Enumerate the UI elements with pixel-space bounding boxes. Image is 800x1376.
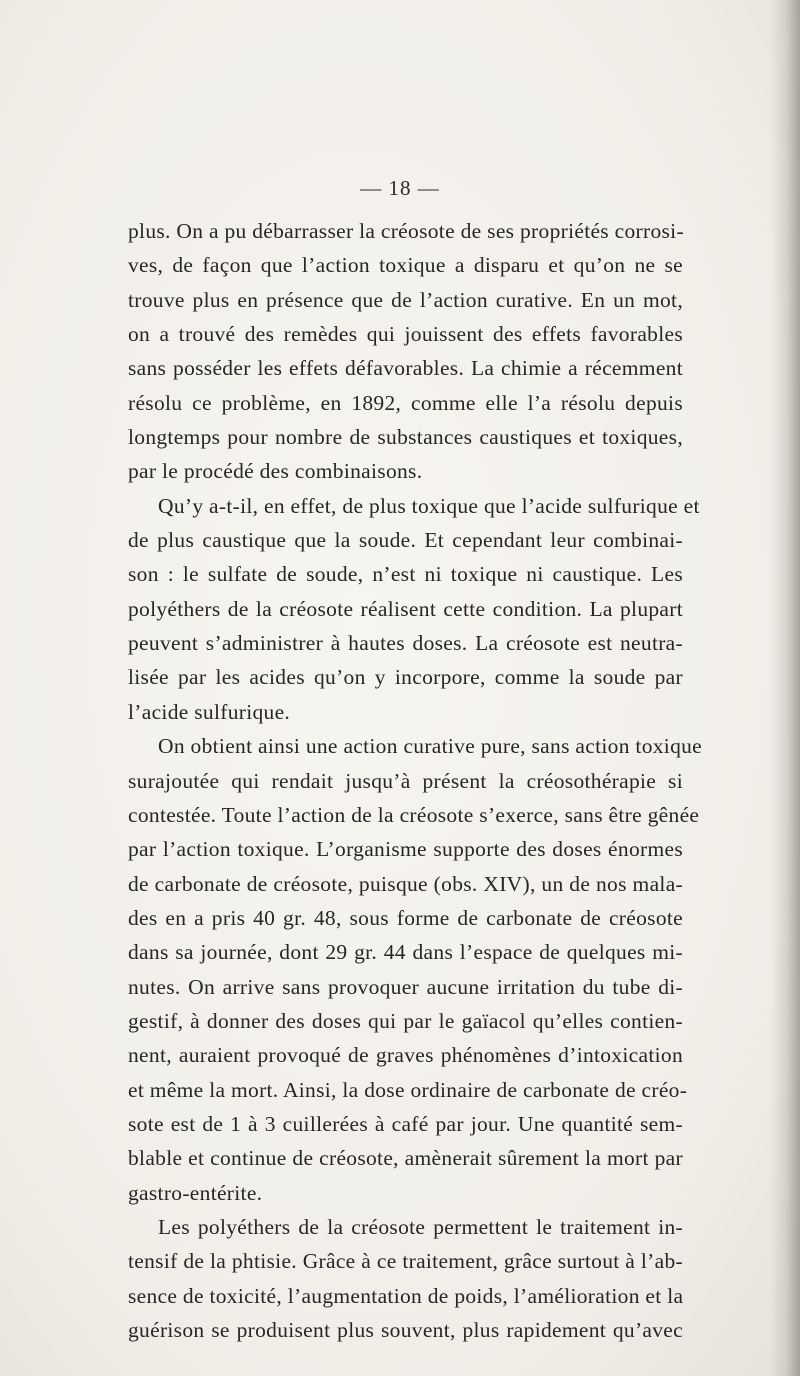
text-line: l’acide sulfurique.	[128, 699, 291, 724]
text-line: surajoutée qui rendait jusqu’à présent la créosothérapie si	[128, 768, 683, 793]
text-line: sote est de 1 à 3 cuillerées à café par jour. Une quantité sem-	[128, 1111, 683, 1136]
text-line: gastro-entérite.	[128, 1180, 263, 1205]
text-line: Les polyéthers de la créosote permettent le traitement in-	[158, 1214, 683, 1239]
text-line: polyéthers de la créosote réalisent cette condition. La plupart	[128, 596, 683, 621]
text-line: de carbonate de créosote, puisque (obs. XIV), un de nos mala-	[128, 871, 683, 896]
body-text	[128, 214, 703, 1347]
text-line: peuvent s’administrer à hautes doses. La créosote est neutra-	[128, 631, 683, 656]
text-line: Qu’y a-t-il, en effet, de plus toxique que l’acide sulfurique et	[158, 493, 700, 518]
text-line: sence de toxicité, l’augmentation de poids, l’amélioration et la	[128, 1283, 684, 1308]
text-line: son : le sulfate de soude, n’est ni toxique ni caustique. Les	[128, 562, 683, 587]
page-edge-shadow	[770, 0, 800, 1376]
text-line: de plus caustique que la soude. Et cependant leur combinai-	[128, 528, 683, 553]
text-line: sans posséder les effets défavorables. La chimie a récemment	[128, 356, 683, 381]
text-line: dans sa journée, dont 29 gr. 44 dans l’espace de quelques mi-	[128, 940, 683, 965]
text-line: nent, auraient provoqué de graves phénomènes d’intoxication	[128, 1043, 683, 1068]
text-line: et même la mort. Ainsi, la dose ordinaire de carbonate de créo-	[128, 1077, 688, 1102]
text-line: blable et continue de créosote, amènerait sûrement la mort par	[128, 1146, 683, 1171]
text-line: ves, de façon que l’action toxique a disparu et qu’on ne se	[128, 253, 683, 278]
text-line: des en a pris 40 gr. 48, sous forme de carbonate de créosote	[128, 905, 683, 930]
page-number: — 18 —	[360, 176, 440, 200]
text-line: plus. On a pu débarrasser la créosote de ses propriétés corrosi-	[128, 219, 684, 243]
text-line: nutes. On arrive sans provoquer aucune irritation du tube di-	[128, 974, 683, 999]
text-line: résolu ce problème, en 1892, comme elle l’a résolu depuis	[128, 390, 683, 415]
text-line: lisée par les acides qu’on y incorpore, comme la soude par	[128, 665, 683, 690]
text-line: On obtient ainsi une action curative pure, sans action toxique	[158, 734, 703, 759]
text-line: on a trouvé des remèdes qui jouissent des effets favorables	[128, 322, 683, 347]
text-line: par l’action toxique. L’organisme supporte des doses énormes	[128, 837, 683, 862]
text-line: guérison se produisent plus souvent, plus rapidement qu’avec	[128, 1318, 683, 1342]
text-line: gestif, à donner des doses qui par le gaïacol qu’elles contien-	[128, 1008, 683, 1033]
text-line: tensif de la phtisie. Grâce à ce traitement, grâce surtout à l’ab-	[128, 1249, 683, 1274]
text-line: par le procédé des combinaisons.	[128, 459, 423, 484]
text-line: contestée. Toute l’action de la créosote s’exerce, sans être gênée	[128, 802, 700, 827]
text-line: longtemps pour nombre de substances caustiques et toxiques,	[128, 425, 683, 450]
text-line: trouve plus en présence que de l’action curative. En un mot,	[128, 287, 683, 312]
